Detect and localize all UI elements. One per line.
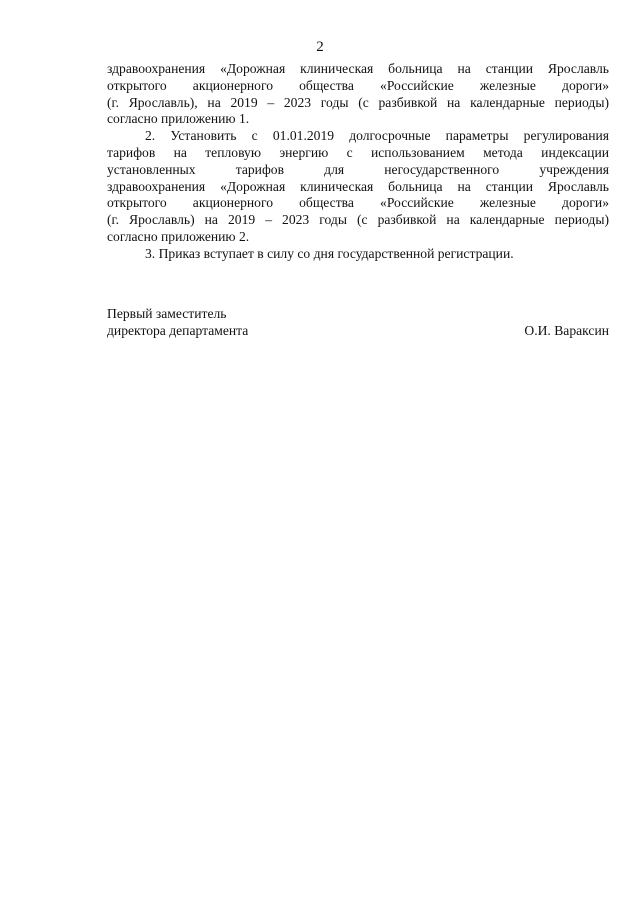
body-line: (г. Ярославль) на 2019 – 2023 годы (с разбивкой на календарные периоды) <box>107 212 609 228</box>
body-line: открытого акционерного общества «Российские железные дороги» <box>107 195 609 211</box>
body-line: согласно приложению 2. <box>107 228 250 244</box>
body-line: согласно приложению 1. <box>107 111 250 127</box>
body-line: 2. Установить с 01.01.2019 долгосрочные параметры регулирования <box>145 128 609 144</box>
signatory-position-line2: директора департамента <box>107 323 249 338</box>
body-line: здравоохранения «Дорожная клиническая больница на станции Ярославль <box>107 61 609 76</box>
document-body <box>107 61 609 263</box>
body-line: открытого акционерного общества «Российские железные дороги» <box>107 77 609 93</box>
body-line: установленных тарифов для негосударственного учреждения <box>107 161 609 177</box>
signature-block <box>107 305 609 339</box>
page-number: 2 <box>316 39 324 55</box>
signatory-name: О.И. Вараксин <box>524 323 609 338</box>
body-line: здравоохранения «Дорожная клиническая больница на станции Ярославль <box>107 178 609 194</box>
body-line: 3. Приказ вступает в силу со дня государственной регистрации. <box>145 245 514 261</box>
body-line: (г. Ярославль), на 2019 – 2023 годы (с разбивкой на календарные периоды) <box>107 94 609 110</box>
signature-row-1 <box>107 305 609 322</box>
signature-row-2 <box>107 322 609 339</box>
body-line: тарифов на тепловую энергию с использованием метода индексации <box>107 144 609 160</box>
signatory-position-line1: Первый заместитель <box>107 306 227 321</box>
